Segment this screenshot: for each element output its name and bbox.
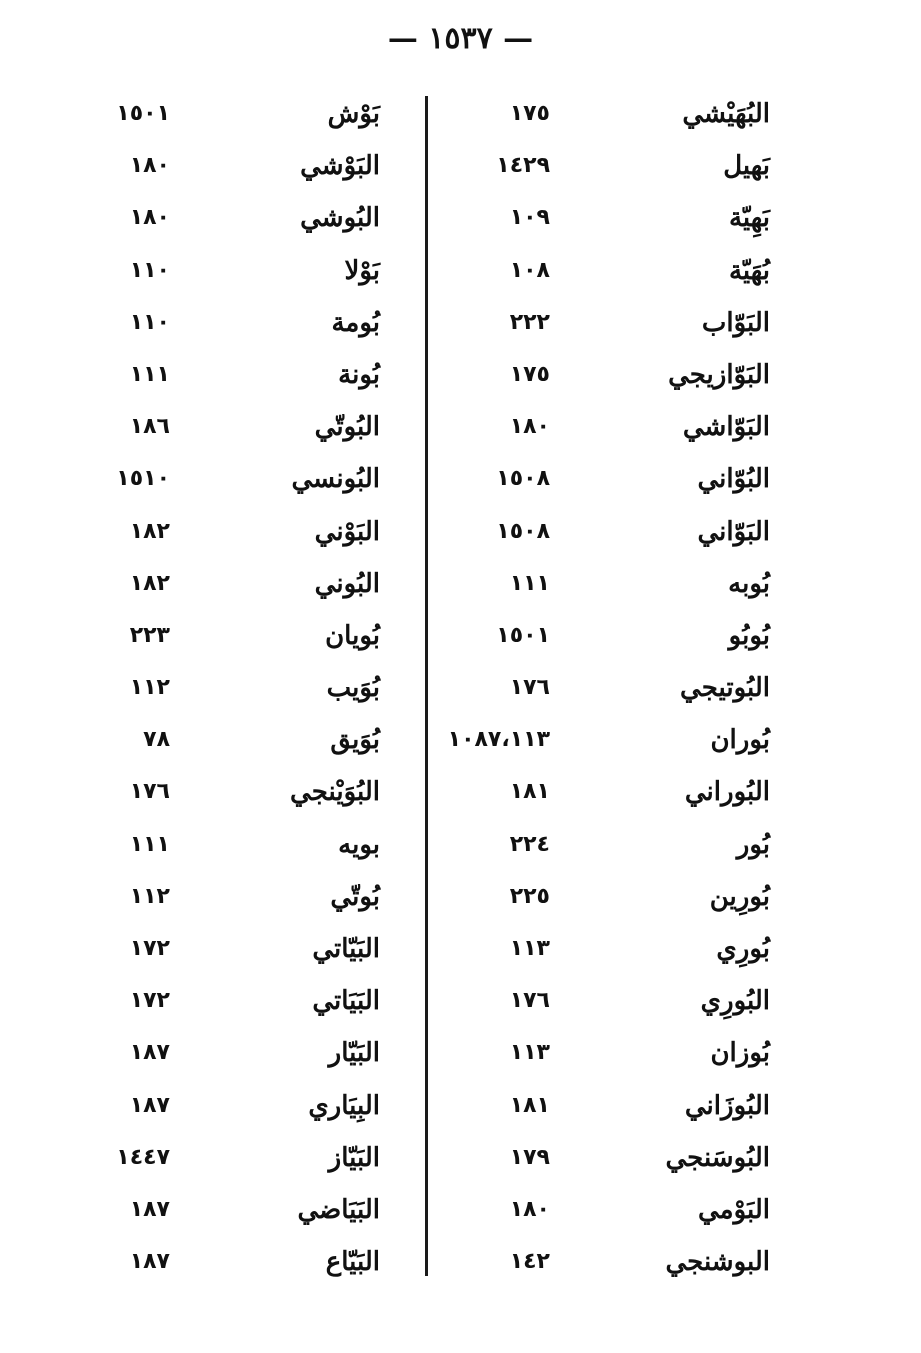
- entry-page-number: ١١١: [509, 570, 550, 596]
- entry-word: بُور: [736, 829, 770, 860]
- entry-page-number: ٢٢٣: [129, 622, 170, 648]
- index-entry: [470, 819, 800, 871]
- entry-page-number: ١٠٨٧،١١٣: [447, 727, 550, 753]
- index-entry: [70, 662, 415, 714]
- entry-page-number: ١٧٢: [129, 936, 170, 961]
- entry-word: بَوْلا: [344, 255, 380, 286]
- index-entry: [70, 506, 415, 558]
- entry-word: البَوّاب: [701, 307, 770, 338]
- entry-page-number: ١١٠: [129, 257, 170, 283]
- entry-page-number: ١٨٦: [129, 414, 170, 440]
- entry-page-number: ١٥٠٨: [496, 466, 550, 492]
- entry-page-number: ١١٣: [509, 1040, 550, 1066]
- entry-page-number: ١٧٦: [509, 675, 550, 701]
- entry-word: البُوسَنجي: [665, 1142, 770, 1173]
- entry-page-number: ١٤٢٩: [496, 153, 550, 179]
- entry-page-number: ١٨٢: [129, 518, 170, 544]
- entry-page-number: ١٧٩: [509, 1144, 550, 1170]
- index-entry: [70, 923, 415, 975]
- column-divider: [425, 96, 428, 1276]
- entry-word: بُهَيّة: [728, 255, 770, 286]
- entry-word: بُوبه: [728, 568, 770, 599]
- entry-page-number: ١٤٢: [509, 1249, 550, 1275]
- entry-word: البَوْمي: [697, 1194, 770, 1225]
- entry-page-number: ١١٢: [129, 675, 170, 701]
- entry-word: بُورِي: [716, 934, 770, 964]
- index-entry: [470, 766, 800, 818]
- entry-page-number: ١٧٦: [129, 779, 170, 805]
- entry-word: البُوزَاني: [684, 1090, 770, 1121]
- entry-word: البُوتيجي: [680, 673, 770, 704]
- entry-page-number: ١٨٠: [509, 414, 550, 440]
- entry-word: بُوران: [710, 725, 770, 756]
- index-entry: [70, 88, 415, 140]
- entry-word: بَوْش: [327, 99, 380, 129]
- index-entry: [470, 871, 800, 923]
- entry-word: البَيَاضي: [297, 1194, 380, 1225]
- index-entry: [470, 662, 800, 714]
- entry-page-number: ١٨٠: [509, 1196, 550, 1222]
- index-entry: [470, 610, 800, 662]
- index-entry: [470, 923, 800, 975]
- entry-word: البُوَيْنجي: [290, 777, 380, 808]
- entry-word: البُونسي: [291, 464, 380, 495]
- entry-word: بويه: [338, 829, 380, 860]
- index-entry: [70, 140, 415, 192]
- index-entry: [70, 1184, 415, 1236]
- index-entry: [470, 245, 800, 297]
- index-entry: [447, 714, 800, 766]
- entry-page-number: ١٥٠٨: [496, 518, 550, 544]
- index-entry: [470, 192, 800, 244]
- entry-word: بُوبُو: [728, 620, 770, 651]
- entry-page-number: ١٨٠: [129, 153, 170, 179]
- entry-word: البَوّاني: [697, 516, 770, 547]
- index-column-right: [447, 88, 800, 1288]
- entry-word: البُوتّي: [314, 412, 380, 443]
- entry-page-number: ١٥١٠: [116, 466, 170, 492]
- entry-page-number: ١٤٤٧: [116, 1144, 170, 1170]
- entry-page-number: ١١١: [129, 831, 170, 857]
- entry-page-number: ١٥٠١: [496, 622, 550, 648]
- page-number: — ١٥٣٧ —: [387, 21, 534, 56]
- index-entry: [70, 1080, 415, 1132]
- entry-page-number: ١٨٢: [129, 570, 170, 596]
- index-entry: [470, 349, 800, 401]
- entry-word: بُوَيب: [326, 673, 380, 704]
- index-entry: [70, 245, 415, 297]
- index-entry: [70, 819, 415, 871]
- entry-page-number: ١١١: [129, 361, 170, 387]
- entry-page-number: ١٨٧: [129, 1092, 170, 1118]
- index-entry: [470, 1027, 800, 1079]
- index-entry: [70, 297, 415, 349]
- entry-word: البُورِي: [700, 986, 770, 1017]
- entry-page-number: ٧٨: [143, 727, 170, 753]
- entry-page-number: ١٨٧: [129, 1249, 170, 1275]
- entry-word: البوشنجي: [665, 1247, 770, 1278]
- index-column-left: [70, 88, 415, 1288]
- index-entry: [470, 401, 800, 453]
- index-entry: [70, 401, 415, 453]
- index-entry: [470, 1236, 800, 1288]
- entry-word: البُوني: [314, 568, 380, 599]
- entry-word: البَوّاشي: [682, 412, 770, 443]
- entry-word: بَهيل: [723, 151, 770, 182]
- index-entry: [470, 453, 800, 505]
- entry-page-number: ١٨٠: [129, 205, 170, 231]
- entry-word: بُومة: [331, 307, 380, 338]
- index-entry: [70, 1236, 415, 1288]
- entry-word: البَوّازيجي: [668, 359, 770, 390]
- entry-word: البُوشي: [300, 203, 380, 234]
- entry-word: البِيَاري: [308, 1090, 380, 1121]
- index-entry: [70, 1132, 415, 1184]
- entry-word: بُوَيق: [330, 725, 380, 756]
- entry-page-number: ١١٠: [129, 309, 170, 335]
- entry-word: بُوزان: [710, 1038, 770, 1069]
- entry-word: البُوّاني: [697, 464, 770, 495]
- entry-word: البَيّاز: [328, 1142, 380, 1173]
- index-entry: [70, 610, 415, 662]
- entry-word: بُوتّي: [330, 881, 380, 912]
- index-entry: [70, 766, 415, 818]
- entry-page-number: ١٧٢: [129, 988, 170, 1014]
- entry-word: البَوْني: [314, 516, 380, 547]
- entry-page-number: ١١٣: [509, 936, 550, 961]
- index-entry: [470, 1184, 800, 1236]
- index-entry: [70, 558, 415, 610]
- entry-page-number: ١٨١: [509, 1092, 550, 1118]
- index-entry: [470, 297, 800, 349]
- index-entry: [470, 1132, 800, 1184]
- index-entry: [70, 192, 415, 244]
- entry-page-number: ١٥٠١: [116, 101, 170, 126]
- entry-word: البُهَيْشي: [682, 99, 770, 129]
- entry-page-number: ٢٢٤: [509, 831, 550, 857]
- entry-page-number: ١٨٧: [129, 1196, 170, 1222]
- index-entry: [470, 140, 800, 192]
- index-entry: [470, 558, 800, 610]
- entry-word: بُورِين: [709, 881, 770, 912]
- index-entry: [470, 88, 800, 140]
- entry-word: البَيَاتي: [312, 986, 380, 1017]
- entry-page-number: ١٨٧: [129, 1040, 170, 1066]
- entry-page-number: ٢٢٢: [509, 309, 550, 335]
- index-entry: [470, 506, 800, 558]
- entry-word: البَيّاتي: [312, 934, 380, 964]
- index-entry: [70, 1027, 415, 1079]
- entry-page-number: ١٧٦: [509, 988, 550, 1014]
- entry-page-number: ١١٢: [129, 883, 170, 909]
- entry-word: بَهِيّة: [728, 203, 770, 234]
- index-entry: [70, 714, 415, 766]
- index-entry: [70, 975, 415, 1027]
- entry-word: البَيّار: [328, 1038, 380, 1069]
- entry-page-number: ١٧٥: [509, 101, 550, 126]
- entry-page-number: ٢٢٥: [509, 883, 550, 909]
- index-entry: [70, 349, 415, 401]
- entry-word: البُوراني: [684, 777, 770, 808]
- entry-page-number: ١٨١: [509, 779, 550, 805]
- entry-word: بُويان: [325, 620, 380, 651]
- entry-page-number: ١٠٨: [509, 257, 550, 283]
- index-entry: [470, 1080, 800, 1132]
- index-entry: [470, 975, 800, 1027]
- entry-word: البَوْشي: [300, 151, 380, 182]
- entry-word: بُونة: [338, 359, 380, 390]
- entry-word: البَيّاع: [325, 1247, 380, 1278]
- entry-page-number: ١٠٩: [509, 205, 550, 231]
- index-entry: [70, 871, 415, 923]
- index-entry: [70, 453, 415, 505]
- entry-page-number: ١٧٥: [509, 361, 550, 387]
